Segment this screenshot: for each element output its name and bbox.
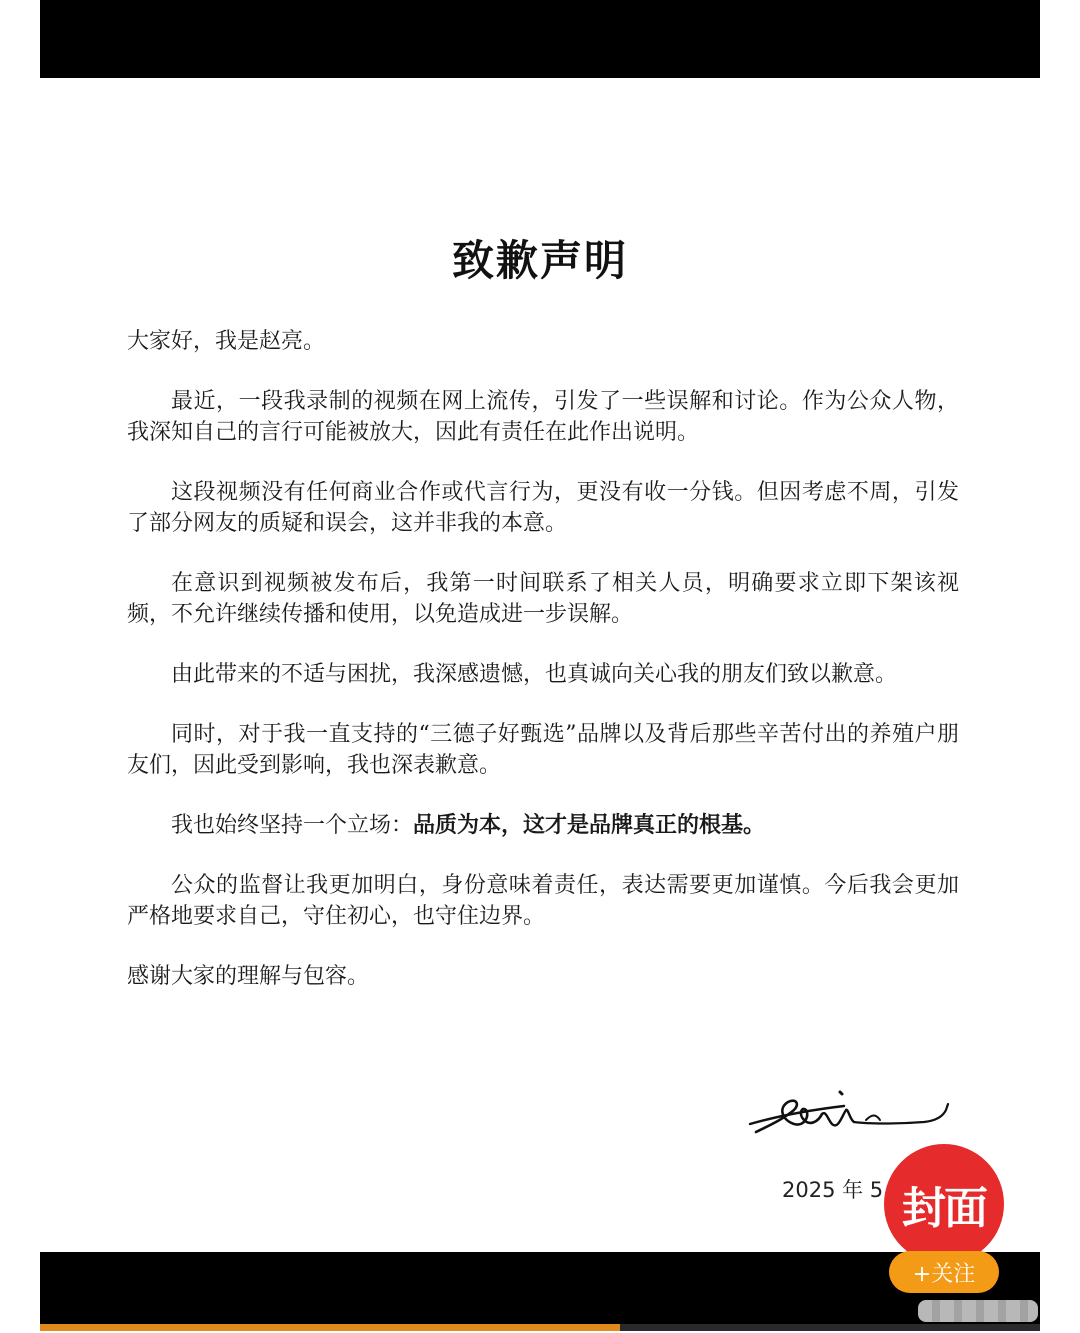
closing-paragraph: 感谢大家的理解与包容。 [127, 964, 370, 989]
fengmian-logo-text: 封面 [902, 1183, 986, 1234]
stance-bold: 品质为本，这才是品牌真正的根基。 [413, 813, 766, 838]
video-progress-bar[interactable] [40, 1324, 1040, 1331]
paragraph-1: 最近，一段我录制的视频在网上流传，引发了一些误解和讨论。作为公众人物，我深知自己的言行可能被放大，因此有责任在此作出说明。 [127, 389, 959, 445]
stance-paragraph [127, 810, 959, 841]
greeting-paragraph: 大家好，我是赵亮。 [127, 329, 326, 354]
paragraph-4: 由此带来的不适与困扰，我深感遗憾，也真诚向关心我的朋友们致以歉意。 [171, 662, 898, 687]
paragraph-5: 同时，对于我一直支持的“三德子好甄选”品牌以及背后那些辛苦付出的养殖户朋友们，因此受到影响，我也深表歉意。 [127, 722, 959, 778]
follow-button[interactable]: +关注 [889, 1251, 999, 1293]
document-body [127, 326, 959, 1021]
video-progress-fill [40, 1324, 620, 1331]
blurred-watermark [918, 1300, 1038, 1322]
document-title: 致歉声明 [451, 236, 628, 285]
handwritten-signature [748, 1080, 958, 1140]
document-date: 2025 年 5 [782, 1178, 884, 1202]
paragraph-6: 公众的监督让我更加明白，身份意味着责任，表达需要更加谨慎。今后我会更加严格地要求自己，守住初心，也守住边界。 [127, 873, 959, 929]
fengmian-logo[interactable] [884, 1144, 1004, 1264]
top-letterbox-bar [40, 0, 1040, 78]
stance-prefix: 我也始终坚持一个立场： [171, 813, 414, 838]
paragraph-2: 这段视频没有任何商业合作或代言行为，更没有收一分钱。但因考虑不周，引发了部分网友的质疑和误会，这并非我的本意。 [127, 480, 959, 536]
paragraph-3: 在意识到视频被发布后，我第一时间联系了相关人员，明确要求立即下架该视频，不允许继续传播和使用，以免造成进一步误解。 [127, 571, 959, 627]
